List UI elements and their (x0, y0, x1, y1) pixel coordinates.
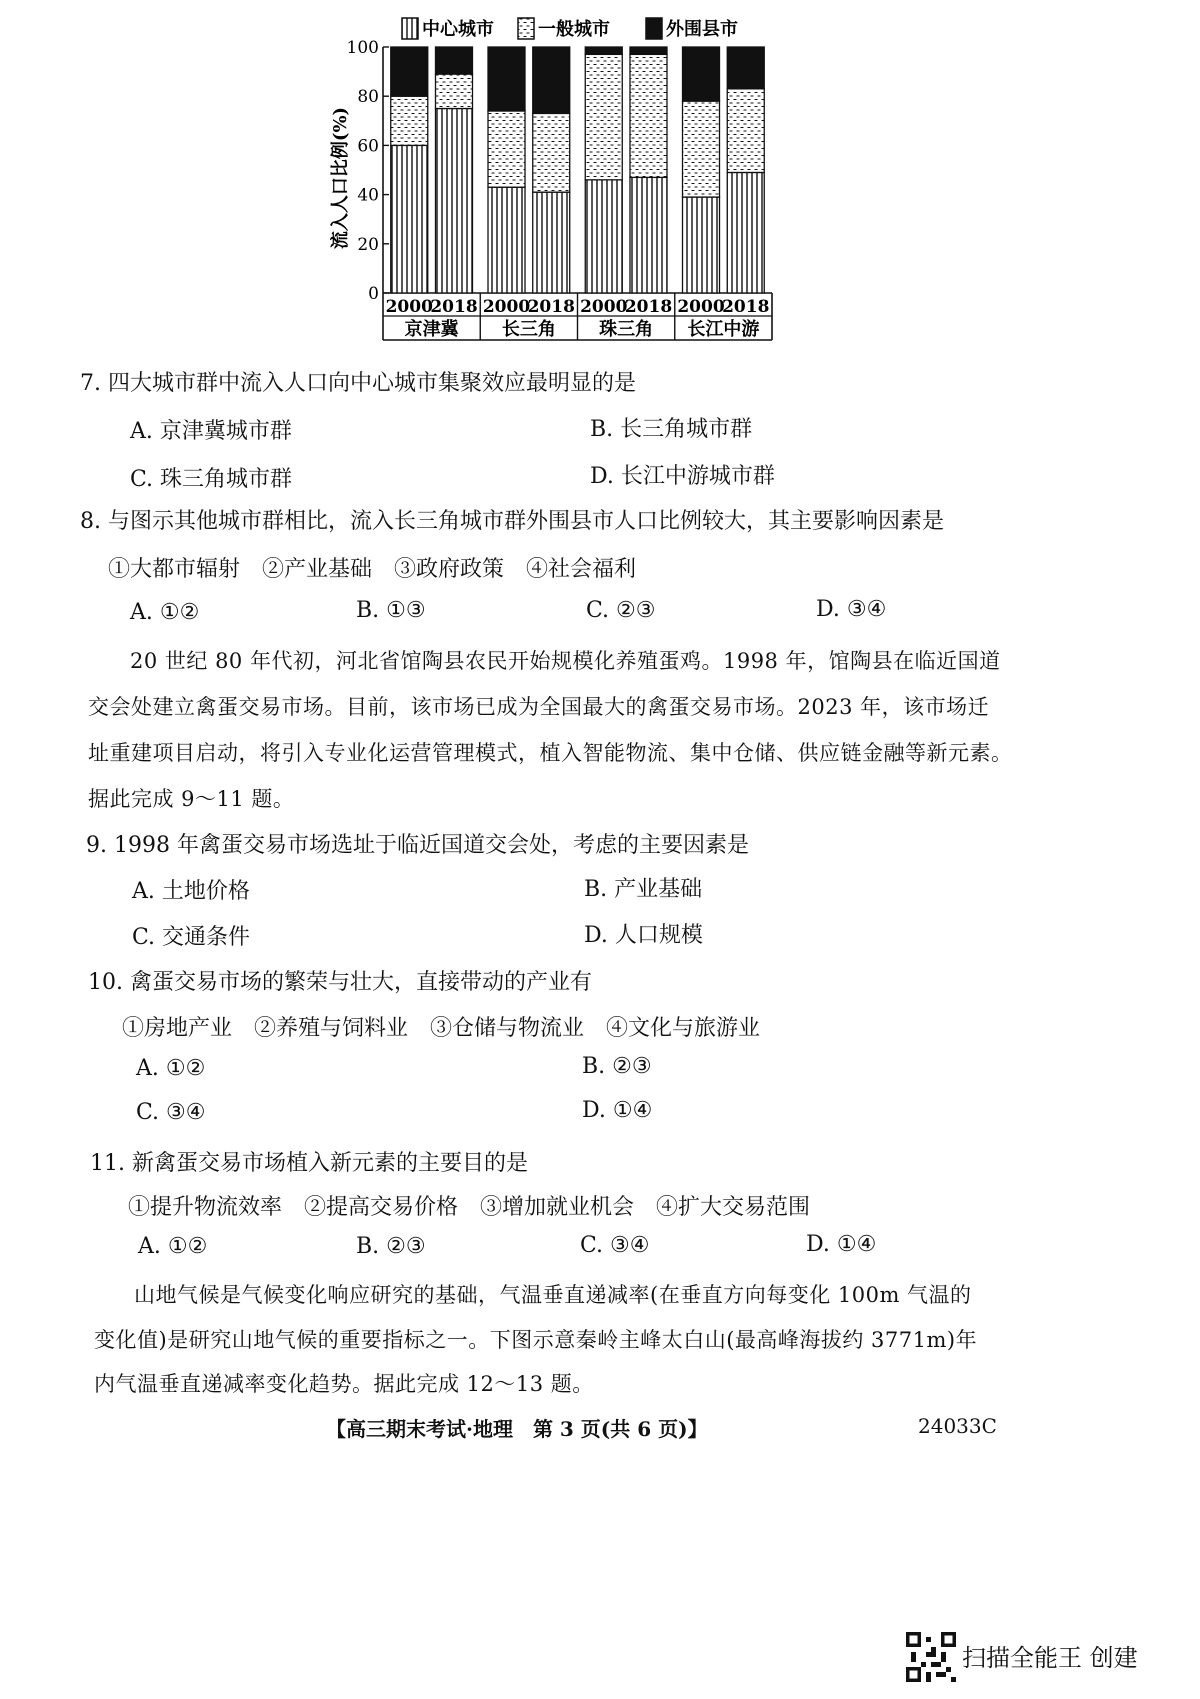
page-footer-title: 【高三期末考试·地理 第 3 页(共 6 页)】 (326, 1417, 708, 1441)
passage2-line1: 山地气候是气候变化响应研究的基础，气温垂直递减率(在垂直方向每变化 100m 气温的 (134, 1283, 972, 1307)
group-label: 京津冀 (404, 319, 459, 340)
year-label: 2000 (385, 297, 433, 317)
bar-segment-0 (488, 187, 525, 293)
legend-swatch-1 (518, 18, 534, 39)
passage1-line2: 交会处建立禽蛋交易市场。目前，该市场已成为全国最大的禽蛋交易市场。2023 年，该市场迁 (88, 695, 990, 719)
q8-stem: 8. 与图示其他城市群相比，流入长三角城市群外围县市人口比例较大，其主要影响因素是 (80, 509, 944, 534)
group-label: 长江中游 (687, 319, 760, 340)
bar-segment-2 (488, 47, 525, 111)
y-tick-label: 20 (357, 234, 379, 255)
scanner-watermark: 扫描全能王 创建 (962, 1644, 1138, 1672)
year-label: 2018 (527, 297, 575, 317)
year-label: 2018 (624, 297, 673, 317)
q11-stem: 11. 新禽蛋交易市场植入新元素的主要目的是 (90, 1151, 528, 1176)
group-label: 珠三角 (599, 319, 654, 340)
bar-segment-1 (683, 101, 720, 197)
q11-option-d[interactable]: D. ①④ (806, 1232, 877, 1257)
q9-option-b[interactable]: B. 产业基础 (584, 877, 703, 902)
q8-option-b[interactable]: B. ①③ (356, 598, 426, 623)
q9-option-a[interactable]: A. 土地价格 (132, 879, 250, 904)
bar-segment-0 (533, 192, 570, 293)
passage1-line4: 据此完成 9～11 题。 (88, 787, 295, 811)
stacked-bar-chart (320, 0, 880, 360)
q9-option-c[interactable]: C. 交通条件 (132, 925, 251, 950)
passage1-line1: 20 世纪 80 年代初，河北省馆陶县农民开始规模化养殖蛋鸡。1998 年，馆陶县在临近国道 (130, 649, 1001, 673)
passage1-line3: 址重建项目启动，将引入专业化运营管理模式，植入智能物流、集中仓储、供应链金融等新元素。 (88, 741, 1013, 765)
q7-option-d[interactable]: D. 长江中游城市群 (590, 464, 775, 489)
q10-option-d[interactable]: D. ①④ (582, 1098, 653, 1123)
legend-label-1: 一般城市 (538, 19, 610, 40)
year-label: 2018 (430, 297, 478, 317)
bar-segment-0 (727, 172, 764, 293)
bar-segment-2 (435, 47, 472, 74)
y-axis-label: 流入人口比例(%) (330, 106, 351, 250)
q11-option-b[interactable]: B. ②③ (356, 1234, 426, 1259)
chart-legend (402, 18, 738, 40)
q8-items: ①大都市辐射 ②产业基础 ③政府政策 ④社会福利 (108, 557, 637, 582)
bar-segment-0 (391, 145, 428, 293)
q10-option-c[interactable]: C. ③④ (136, 1100, 206, 1125)
q7-option-c[interactable]: C. 珠三角城市群 (130, 467, 293, 492)
year-label: 2018 (722, 297, 770, 317)
qr-code-icon (906, 1632, 956, 1682)
bar-segment-1 (533, 113, 570, 192)
bar-segment-1 (435, 74, 472, 108)
bar-segment-2 (391, 47, 428, 96)
bar-segment-0 (630, 177, 667, 293)
legend-swatch-2 (646, 18, 662, 39)
bar-segment-2 (630, 47, 667, 54)
bar-segment-0 (683, 197, 720, 293)
year-label: 2000 (482, 297, 531, 317)
q11-option-c[interactable]: C. ③④ (580, 1233, 650, 1258)
legend-swatch-0 (402, 18, 418, 39)
q7-stem: 7. 四大城市群中流入人口向中心城市集聚效应最明显的是 (80, 371, 636, 396)
passage2-line3: 内气温垂直递减率变化趋势。据此完成 12～13 题。 (94, 1372, 594, 1396)
q8-option-d[interactable]: D. ③④ (816, 597, 887, 622)
q9-option-d[interactable]: D. 人口规模 (584, 923, 703, 948)
q9-stem: 9. 1998 年禽蛋交易市场选址于临近国道交会处，考虑的主要因素是 (86, 833, 749, 858)
passage2-line2: 变化值)是研究山地气候的重要指标之一。下图示意秦岭主峰太白山(最高峰海拔约 3771m)年 (94, 1328, 978, 1352)
bar-segment-1 (391, 96, 428, 145)
year-label: 2000 (580, 297, 628, 317)
bar-segment-2 (585, 47, 622, 54)
bar-segment-0 (585, 180, 622, 293)
chart-plot-area (347, 38, 772, 340)
y-tick-label: 60 (357, 136, 379, 157)
y-tick-label: 40 (357, 185, 379, 206)
q7-option-b[interactable]: B. 长三角城市群 (590, 417, 753, 442)
q8-option-c[interactable]: C. ②③ (586, 598, 656, 623)
q10-items: ①房地产业 ②养殖与饲料业 ③仓储与物流业 ④文化与旅游业 (122, 1016, 761, 1041)
bar-segment-2 (533, 47, 570, 113)
bar-segment-2 (683, 47, 720, 101)
legend-label-0: 中心城市 (422, 19, 494, 40)
bar-segment-0 (435, 109, 472, 294)
bar-segment-1 (630, 54, 667, 177)
q8-option-a[interactable]: A. ①② (130, 600, 200, 625)
group-label: 长三角 (501, 319, 556, 340)
bar-segment-1 (585, 54, 622, 179)
bar-segment-2 (727, 47, 764, 89)
year-label: 2000 (677, 297, 725, 317)
legend-label-2: 外围县市 (666, 19, 738, 40)
q11-option-a[interactable]: A. ①② (138, 1234, 208, 1259)
bar-segment-1 (488, 111, 525, 187)
exam-code: 24033C (918, 1414, 997, 1438)
q10-option-b[interactable]: B. ②③ (582, 1054, 652, 1079)
y-tick-label: 100 (346, 38, 379, 58)
y-tick-label: 0 (368, 284, 379, 304)
q10-stem: 10. 禽蛋交易市场的繁荣与壮大，直接带动的产业有 (88, 970, 592, 995)
y-tick-label: 80 (357, 87, 379, 108)
q10-option-a[interactable]: A. ①② (136, 1056, 206, 1081)
q7-option-a[interactable]: A. 京津冀城市群 (130, 419, 292, 444)
q11-items: ①提升物流效率 ②提高交易价格 ③增加就业机会 ④扩大交易范围 (128, 1195, 811, 1220)
bar-segment-1 (727, 89, 764, 173)
